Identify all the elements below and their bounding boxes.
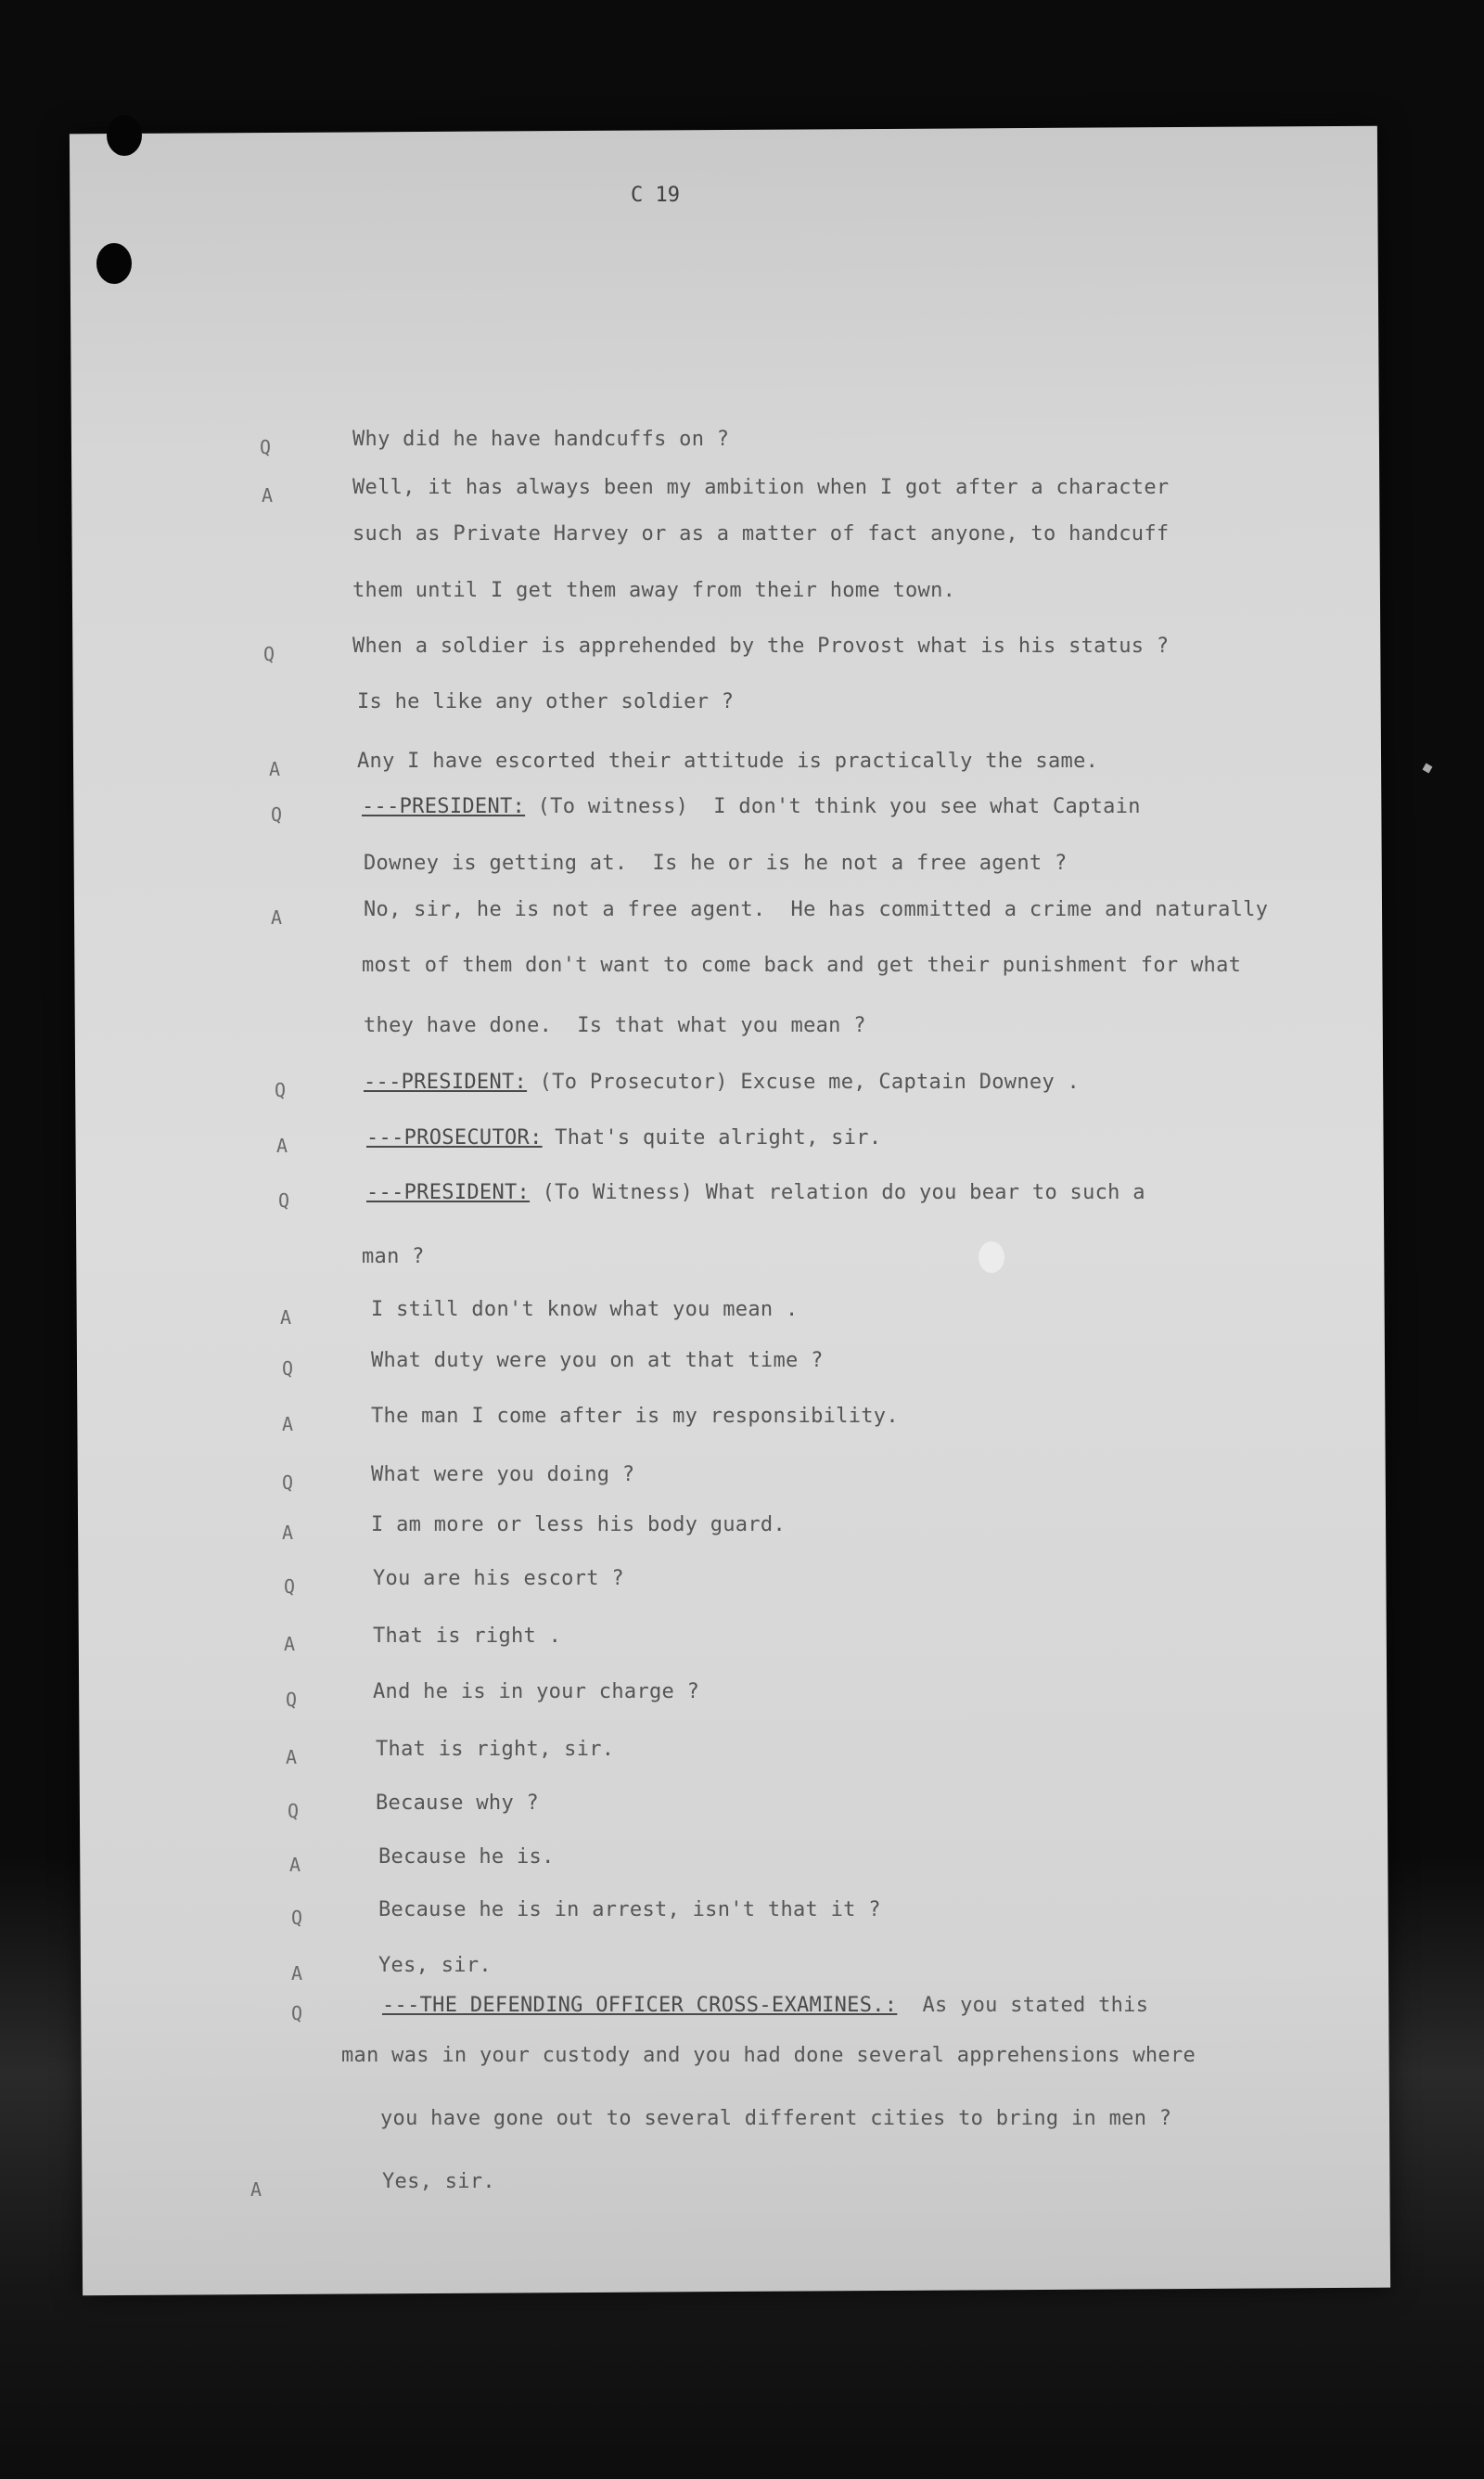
speaker-label: ---THE DEFENDING OFFICER CROSS-EXAMINES.:	[382, 1994, 898, 2017]
answer-marker: A	[289, 1854, 301, 1876]
line-text: (To witness) I don't think you see what Captain	[525, 795, 1141, 818]
transcript-line	[364, 1071, 1080, 1094]
line-text: As you stated this	[897, 1994, 1149, 2017]
line-text: That's quite alright, sir.	[542, 1126, 882, 1150]
question-marker: Q	[288, 1800, 300, 1822]
answer-marker: A	[291, 1962, 303, 1984]
question-marker: Q	[271, 803, 283, 826]
film-speck	[979, 1241, 1004, 1273]
line-text: When a soldier is apprehended by the Provost what is his status ?	[352, 635, 1170, 658]
transcript-line	[364, 852, 1068, 875]
transcript-line	[382, 1994, 1148, 2017]
line-text: And he is in your charge ?	[373, 1680, 700, 1703]
transcript-line	[341, 2044, 1196, 2067]
line-text: such as Private Harvey or as a matter of fact anyone, to handcuff	[352, 522, 1170, 546]
line-text: Is he like any other soldier ?	[357, 690, 735, 713]
transcript-line	[376, 1738, 614, 1761]
transcript-line	[362, 954, 1241, 977]
transcript-line	[362, 1245, 425, 1268]
answer-marker: A	[271, 906, 283, 929]
transcript-line	[364, 898, 1268, 921]
question-marker: Q	[278, 1189, 290, 1212]
transcript-line	[364, 1014, 866, 1037]
transcript-line	[371, 1298, 799, 1321]
question-marker: Q	[282, 1471, 294, 1494]
question-marker: Q	[263, 643, 275, 665]
line-text: Because why ?	[376, 1792, 540, 1815]
question-marker: Q	[291, 1907, 303, 1929]
answer-marker: A	[282, 1413, 294, 1435]
question-marker: Q	[282, 1357, 294, 1380]
transcript-line	[352, 635, 1169, 658]
transcript-line	[376, 1792, 539, 1815]
answer-marker: A	[250, 2178, 262, 2201]
transcript-line	[373, 1625, 561, 1648]
line-text: The man I come after is my responsibility.	[371, 1405, 899, 1428]
line-text: them until I get them away from their home town.	[352, 579, 956, 602]
line-text: they have done. Is that what you mean ?	[364, 1014, 866, 1037]
transcript-line	[362, 795, 1141, 818]
punch-hole	[96, 243, 132, 284]
question-marker: Q	[275, 1079, 287, 1101]
page-number: C 19	[631, 184, 680, 207]
answer-marker: A	[286, 1746, 298, 1768]
line-text: man was in your custody and you had done several apprehensions where	[341, 2044, 1196, 2067]
line-text: You are his escort ?	[373, 1567, 624, 1590]
speaker-label: ---PRESIDENT:	[364, 1071, 528, 1094]
line-text: (To Witness) What relation do you bear to such a	[530, 1181, 1145, 1204]
line-text: Yes, sir.	[378, 1954, 492, 1977]
line-text: Well, it has always been my ambition when I got after a character	[352, 476, 1170, 499]
question-marker: Q	[284, 1575, 296, 1598]
line-text: man ?	[362, 1245, 425, 1268]
answer-marker: A	[262, 484, 274, 507]
line-text: Any I have escorted their attitude is practically the same.	[357, 750, 1099, 773]
transcript-line	[357, 750, 1098, 773]
transcript-line	[378, 1954, 492, 1977]
line-text: Downey is getting at. Is he or is he not a free agent ?	[364, 852, 1068, 875]
transcript-line	[373, 1680, 699, 1703]
question-marker: Q	[291, 2002, 303, 2024]
transcript-line	[352, 476, 1169, 499]
answer-marker: A	[269, 758, 281, 780]
transcript-line	[382, 2170, 495, 2193]
transcript-line	[371, 1463, 634, 1486]
line-text: That is right, sir.	[376, 1738, 615, 1761]
answer-marker: A	[280, 1306, 292, 1329]
line-text: most of them don't want to come back and get their punishment for what	[362, 954, 1242, 977]
answer-marker: A	[284, 1633, 296, 1655]
answer-marker: A	[276, 1135, 288, 1157]
line-text: you have gone out to several different cities to bring in men ?	[380, 2107, 1172, 2130]
transcript-line	[371, 1349, 824, 1372]
line-text: What duty were you on at that time ?	[371, 1349, 824, 1372]
transcript-line	[352, 522, 1169, 546]
transcript-line	[352, 579, 955, 602]
transcript-line	[371, 1513, 786, 1536]
line-text: What were you doing ?	[371, 1463, 635, 1486]
transcript-line	[380, 2107, 1171, 2130]
transcript-line	[366, 1126, 881, 1150]
line-text: (To Prosecutor) Excuse me, Captain Downey .	[527, 1071, 1081, 1094]
transcript-line	[378, 1845, 555, 1869]
transcript-line	[352, 428, 729, 451]
speaker-label: ---PROSECUTOR:	[366, 1126, 543, 1150]
line-text: No, sir, he is not a free agent. He has committed a crime and naturally	[364, 898, 1269, 921]
speaker-label: ---PRESIDENT:	[366, 1181, 531, 1204]
transcript-line	[357, 690, 734, 713]
line-text: That is right .	[373, 1625, 562, 1648]
punch-hole	[107, 115, 142, 156]
transcript-line	[373, 1567, 624, 1590]
line-text: Why did he have handcuffs on ?	[352, 428, 730, 451]
film-scratch	[1423, 764, 1433, 774]
transcript-line	[378, 1898, 881, 1921]
line-text: I am more or less his body guard.	[371, 1513, 786, 1536]
transcript-line	[366, 1181, 1145, 1204]
line-text: Because he is.	[378, 1845, 555, 1869]
speaker-label: ---PRESIDENT:	[362, 795, 526, 818]
transcript-line	[371, 1405, 899, 1428]
question-marker: Q	[286, 1689, 298, 1711]
question-marker: Q	[260, 436, 272, 458]
line-text: Because he is in arrest, isn't that it ?	[378, 1898, 881, 1921]
line-text: I still don't know what you mean .	[371, 1298, 799, 1321]
line-text: Yes, sir.	[382, 2170, 495, 2193]
answer-marker: A	[282, 1522, 294, 1544]
